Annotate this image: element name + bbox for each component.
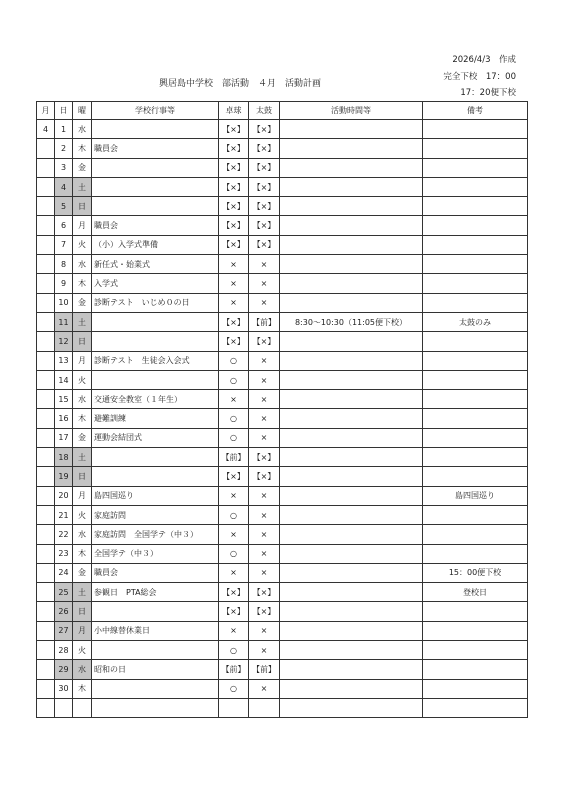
cell-weekday: 月 bbox=[73, 621, 92, 640]
cell-remarks bbox=[423, 660, 528, 679]
cell-school-event: 職員会 bbox=[92, 139, 219, 158]
cell-weekday: 火 bbox=[73, 370, 92, 389]
cell-day: 29 bbox=[55, 660, 73, 679]
cell-activity-time bbox=[280, 660, 423, 679]
cell-activity-time bbox=[280, 486, 423, 505]
cell-weekday: 土 bbox=[73, 312, 92, 331]
cell-table-tennis: × bbox=[219, 390, 249, 409]
cell-day: 27 bbox=[55, 621, 73, 640]
cell-weekday: 水 bbox=[73, 255, 92, 274]
cell-day: 8 bbox=[55, 255, 73, 274]
cell-weekday: 火 bbox=[73, 505, 92, 524]
cell-remarks bbox=[423, 293, 528, 312]
cell-activity-time bbox=[280, 139, 423, 158]
cell-activity-time bbox=[280, 351, 423, 370]
table-row bbox=[37, 274, 528, 293]
cell-month: 4 bbox=[37, 120, 55, 139]
cell-activity-time bbox=[280, 641, 423, 660]
cell-taiko: 【×】 bbox=[249, 216, 280, 235]
cell-table-tennis: × bbox=[219, 274, 249, 293]
cell-taiko: × bbox=[249, 390, 280, 409]
table-row bbox=[37, 505, 528, 524]
cell-remarks bbox=[423, 197, 528, 216]
table-row bbox=[37, 467, 528, 486]
cell-taiko: × bbox=[249, 370, 280, 389]
cell-remarks bbox=[423, 177, 528, 196]
cell-weekday: 日 bbox=[73, 197, 92, 216]
cell-weekday: 日 bbox=[73, 467, 92, 486]
col-header-day: 日 bbox=[55, 102, 73, 120]
cell-table-tennis: ○ bbox=[219, 641, 249, 660]
col-header-activity-time: 活動時間等 bbox=[280, 102, 423, 120]
cell-taiko: 【×】 bbox=[249, 120, 280, 139]
cell-school-event bbox=[92, 158, 219, 177]
table-row bbox=[37, 235, 528, 254]
cell-remarks bbox=[423, 428, 528, 447]
cell-remarks bbox=[423, 351, 528, 370]
cell-day: 21 bbox=[55, 505, 73, 524]
cell-remarks bbox=[423, 448, 528, 467]
cell-school-event: 家庭訪問 bbox=[92, 505, 219, 524]
cell-school-event: 運動会結団式 bbox=[92, 428, 219, 447]
cell-weekday: 土 bbox=[73, 448, 92, 467]
cell-day: 11 bbox=[55, 312, 73, 331]
cell-taiko: × bbox=[249, 409, 280, 428]
cell-remarks: 太鼓のみ bbox=[423, 312, 528, 331]
cell-day: 25 bbox=[55, 583, 73, 602]
col-header-taiko: 太鼓 bbox=[249, 102, 280, 120]
cell-month bbox=[37, 448, 55, 467]
col-header-school-events: 学校行事等 bbox=[92, 102, 219, 120]
cell-taiko: 【×】 bbox=[249, 197, 280, 216]
cell-taiko: × bbox=[249, 486, 280, 505]
cell-school-event: 新任式・始業式 bbox=[92, 255, 219, 274]
cell-day: 15 bbox=[55, 390, 73, 409]
cell-weekday: 月 bbox=[73, 351, 92, 370]
cell-table-tennis: 【前】 bbox=[219, 660, 249, 679]
cell-weekday: 木 bbox=[73, 274, 92, 293]
cell-taiko: 【×】 bbox=[249, 158, 280, 177]
page-title: 興居島中学校 部活動 ４月 活動計画 bbox=[158, 79, 321, 89]
cell-table-tennis: 【×】 bbox=[219, 312, 249, 331]
cell-activity-time bbox=[280, 274, 423, 293]
cell-school-event: 診断テスト 生徒会入会式 bbox=[92, 351, 219, 370]
cell-table-tennis: × bbox=[219, 563, 249, 582]
cell-month bbox=[37, 177, 55, 196]
cell-table-tennis: 【×】 bbox=[219, 197, 249, 216]
cell-remarks bbox=[423, 467, 528, 486]
cell-month bbox=[37, 312, 55, 331]
cell-taiko: 【×】 bbox=[249, 177, 280, 196]
schedule-rows bbox=[37, 120, 528, 718]
cell-taiko: × bbox=[249, 679, 280, 698]
bus-dismissal-time: 17：20便下校 bbox=[460, 88, 516, 98]
cell-school-event: 職員会 bbox=[92, 563, 219, 582]
cell-table-tennis: ○ bbox=[219, 351, 249, 370]
table-row bbox=[37, 409, 528, 428]
cell-month bbox=[37, 293, 55, 312]
cell-weekday: 金 bbox=[73, 563, 92, 582]
cell-weekday: 土 bbox=[73, 583, 92, 602]
cell-activity-time bbox=[280, 602, 423, 621]
cell-weekday: 水 bbox=[73, 660, 92, 679]
cell-day: 2 bbox=[55, 139, 73, 158]
cell-day: 19 bbox=[55, 467, 73, 486]
cell-remarks bbox=[423, 621, 528, 640]
table-row bbox=[37, 312, 528, 331]
cell-taiko: 【×】 bbox=[249, 235, 280, 254]
table-row bbox=[37, 293, 528, 312]
table-row bbox=[37, 621, 528, 640]
cell-taiko: × bbox=[249, 505, 280, 524]
cell-month bbox=[37, 544, 55, 563]
cell-month bbox=[37, 332, 55, 351]
table-row bbox=[37, 583, 528, 602]
cell-taiko: 【×】 bbox=[249, 332, 280, 351]
cell-table-tennis: 【×】 bbox=[219, 583, 249, 602]
cell-day: 30 bbox=[55, 679, 73, 698]
cell-activity-time bbox=[280, 197, 423, 216]
cell-month bbox=[37, 370, 55, 389]
cell-activity-time bbox=[280, 563, 423, 582]
cell-table-tennis: × bbox=[219, 255, 249, 274]
cell-school-event bbox=[92, 197, 219, 216]
cell-month bbox=[37, 409, 55, 428]
cell-activity-time bbox=[280, 370, 423, 389]
cell-remarks bbox=[423, 274, 528, 293]
cell-remarks bbox=[423, 409, 528, 428]
table-row bbox=[37, 602, 528, 621]
cell-weekday: 火 bbox=[73, 641, 92, 660]
cell-activity-time bbox=[280, 158, 423, 177]
cell-school-event: 交通安全教室（１年生） bbox=[92, 390, 219, 409]
cell-school-event: 参観日 PTA総会 bbox=[92, 583, 219, 602]
cell-month bbox=[37, 621, 55, 640]
cell-month bbox=[37, 679, 55, 698]
schedule-table bbox=[36, 101, 528, 718]
cell-month bbox=[37, 563, 55, 582]
table-row bbox=[37, 332, 528, 351]
cell-remarks bbox=[423, 641, 528, 660]
cell-school-event: 入学式 bbox=[92, 274, 219, 293]
table-row bbox=[37, 641, 528, 660]
cell-school-event bbox=[92, 602, 219, 621]
cell-day: 16 bbox=[55, 409, 73, 428]
cell-table-tennis: 【×】 bbox=[219, 602, 249, 621]
table-row bbox=[37, 679, 528, 698]
cell-weekday: 月 bbox=[73, 486, 92, 505]
cell-month bbox=[37, 583, 55, 602]
cell-day: 20 bbox=[55, 486, 73, 505]
cell-taiko: 【前】 bbox=[249, 660, 280, 679]
cell-day: 4 bbox=[55, 177, 73, 196]
cell-taiko: × bbox=[249, 293, 280, 312]
cell-weekday: 金 bbox=[73, 293, 92, 312]
cell-weekday: 土 bbox=[73, 177, 92, 196]
cell-table-tennis: × bbox=[219, 293, 249, 312]
table-row bbox=[37, 370, 528, 389]
cell-taiko: 【×】 bbox=[249, 139, 280, 158]
cell-month bbox=[37, 698, 55, 717]
cell-weekday bbox=[73, 698, 92, 717]
cell-month bbox=[37, 486, 55, 505]
cell-taiko: × bbox=[249, 641, 280, 660]
cell-month bbox=[37, 641, 55, 660]
cell-activity-time bbox=[280, 505, 423, 524]
cell-day: 24 bbox=[55, 563, 73, 582]
created-date: 2026/4/3 作成 bbox=[452, 55, 516, 65]
cell-activity-time bbox=[280, 216, 423, 235]
cell-weekday: 日 bbox=[73, 332, 92, 351]
cell-taiko: × bbox=[249, 255, 280, 274]
cell-school-event: 避難訓練 bbox=[92, 409, 219, 428]
cell-activity-time bbox=[280, 583, 423, 602]
cell-weekday: 金 bbox=[73, 428, 92, 447]
cell-remarks bbox=[423, 120, 528, 139]
cell-taiko: 【×】 bbox=[249, 583, 280, 602]
cell-month bbox=[37, 660, 55, 679]
cell-school-event bbox=[92, 448, 219, 467]
cell-month bbox=[37, 505, 55, 524]
cell-activity-time bbox=[280, 428, 423, 447]
cell-table-tennis: × bbox=[219, 621, 249, 640]
cell-table-tennis: ○ bbox=[219, 505, 249, 524]
cell-school-event: 職員会 bbox=[92, 216, 219, 235]
cell-day: 28 bbox=[55, 641, 73, 660]
cell-school-event bbox=[92, 120, 219, 139]
cell-day: 5 bbox=[55, 197, 73, 216]
cell-weekday: 木 bbox=[73, 139, 92, 158]
cell-taiko: × bbox=[249, 351, 280, 370]
cell-day: 9 bbox=[55, 274, 73, 293]
cell-remarks bbox=[423, 139, 528, 158]
cell-school-event bbox=[92, 679, 219, 698]
cell-remarks bbox=[423, 698, 528, 717]
cell-activity-time bbox=[280, 544, 423, 563]
cell-school-event bbox=[92, 698, 219, 717]
cell-activity-time bbox=[280, 255, 423, 274]
cell-weekday: 月 bbox=[73, 216, 92, 235]
cell-remarks: 15：00便下校 bbox=[423, 563, 528, 582]
cell-school-event bbox=[92, 332, 219, 351]
cell-day: 18 bbox=[55, 448, 73, 467]
cell-day bbox=[55, 698, 73, 717]
cell-table-tennis: ○ bbox=[219, 370, 249, 389]
table-row bbox=[37, 120, 528, 139]
cell-month bbox=[37, 351, 55, 370]
cell-month bbox=[37, 467, 55, 486]
cell-table-tennis: ○ bbox=[219, 409, 249, 428]
cell-remarks bbox=[423, 255, 528, 274]
cell-taiko: × bbox=[249, 428, 280, 447]
cell-activity-time bbox=[280, 177, 423, 196]
cell-table-tennis: 【×】 bbox=[219, 235, 249, 254]
cell-weekday: 木 bbox=[73, 409, 92, 428]
cell-weekday: 日 bbox=[73, 602, 92, 621]
cell-activity-time bbox=[280, 120, 423, 139]
cell-day: 1 bbox=[55, 120, 73, 139]
cell-month bbox=[37, 216, 55, 235]
dismissal-time: 完全下校 17：00 bbox=[443, 72, 516, 82]
cell-activity-time bbox=[280, 448, 423, 467]
cell-table-tennis: × bbox=[219, 525, 249, 544]
cell-taiko bbox=[249, 698, 280, 717]
cell-table-tennis: ○ bbox=[219, 544, 249, 563]
cell-remarks bbox=[423, 158, 528, 177]
cell-table-tennis: ○ bbox=[219, 679, 249, 698]
cell-taiko: 【前】 bbox=[249, 312, 280, 331]
cell-school-event bbox=[92, 467, 219, 486]
table-header-row bbox=[37, 102, 528, 120]
cell-school-event: 家庭訪問 全国学テ（中３） bbox=[92, 525, 219, 544]
cell-weekday: 水 bbox=[73, 525, 92, 544]
cell-table-tennis: × bbox=[219, 486, 249, 505]
cell-weekday: 水 bbox=[73, 120, 92, 139]
cell-remarks: 登校日 bbox=[423, 583, 528, 602]
cell-day: 22 bbox=[55, 525, 73, 544]
cell-taiko: × bbox=[249, 563, 280, 582]
cell-table-tennis bbox=[219, 698, 249, 717]
cell-activity-time bbox=[280, 467, 423, 486]
cell-remarks bbox=[423, 525, 528, 544]
cell-table-tennis: 【前】 bbox=[219, 448, 249, 467]
cell-month bbox=[37, 274, 55, 293]
cell-day: 10 bbox=[55, 293, 73, 312]
cell-taiko: × bbox=[249, 544, 280, 563]
cell-activity-time bbox=[280, 409, 423, 428]
cell-remarks bbox=[423, 332, 528, 351]
cell-table-tennis: 【×】 bbox=[219, 177, 249, 196]
table-row bbox=[37, 158, 528, 177]
cell-taiko: × bbox=[249, 621, 280, 640]
cell-activity-time bbox=[280, 235, 423, 254]
cell-day: 17 bbox=[55, 428, 73, 447]
cell-school-event bbox=[92, 370, 219, 389]
cell-weekday: 木 bbox=[73, 544, 92, 563]
cell-month bbox=[37, 139, 55, 158]
cell-weekday: 金 bbox=[73, 158, 92, 177]
cell-day: 12 bbox=[55, 332, 73, 351]
table-row bbox=[37, 139, 528, 158]
cell-activity-time bbox=[280, 698, 423, 717]
cell-school-event: 島四国巡り bbox=[92, 486, 219, 505]
cell-school-event: 診断テスト いじめ０の日 bbox=[92, 293, 219, 312]
cell-month bbox=[37, 235, 55, 254]
cell-activity-time bbox=[280, 293, 423, 312]
cell-school-event bbox=[92, 312, 219, 331]
cell-school-event: 全国学テ（中３） bbox=[92, 544, 219, 563]
cell-taiko: × bbox=[249, 525, 280, 544]
cell-remarks bbox=[423, 235, 528, 254]
col-header-month: 月 bbox=[37, 102, 55, 120]
cell-table-tennis: 【×】 bbox=[219, 139, 249, 158]
cell-month bbox=[37, 525, 55, 544]
cell-taiko: × bbox=[249, 274, 280, 293]
cell-day: 23 bbox=[55, 544, 73, 563]
cell-month bbox=[37, 428, 55, 447]
cell-day: 7 bbox=[55, 235, 73, 254]
table-row bbox=[37, 177, 528, 196]
cell-month bbox=[37, 197, 55, 216]
cell-table-tennis: 【×】 bbox=[219, 332, 249, 351]
cell-table-tennis: 【×】 bbox=[219, 216, 249, 235]
cell-day: 13 bbox=[55, 351, 73, 370]
cell-remarks bbox=[423, 390, 528, 409]
cell-weekday: 木 bbox=[73, 679, 92, 698]
cell-month bbox=[37, 602, 55, 621]
table-row bbox=[37, 255, 528, 274]
table-row bbox=[37, 390, 528, 409]
cell-taiko: 【×】 bbox=[249, 602, 280, 621]
table-row bbox=[37, 428, 528, 447]
cell-day: 3 bbox=[55, 158, 73, 177]
cell-month bbox=[37, 255, 55, 274]
cell-weekday: 水 bbox=[73, 390, 92, 409]
cell-remarks bbox=[423, 370, 528, 389]
table-row bbox=[37, 197, 528, 216]
cell-school-event: （小）入学式準備 bbox=[92, 235, 219, 254]
cell-day: 26 bbox=[55, 602, 73, 621]
cell-table-tennis: 【×】 bbox=[219, 158, 249, 177]
cell-remarks bbox=[423, 679, 528, 698]
cell-activity-time: 8:30～10:30（11:05便下校） bbox=[280, 312, 423, 331]
cell-activity-time bbox=[280, 525, 423, 544]
table-row bbox=[37, 698, 528, 717]
table-row bbox=[37, 351, 528, 370]
cell-table-tennis: 【×】 bbox=[219, 467, 249, 486]
cell-day: 14 bbox=[55, 370, 73, 389]
cell-weekday: 火 bbox=[73, 235, 92, 254]
cell-table-tennis: 【×】 bbox=[219, 120, 249, 139]
cell-month bbox=[37, 390, 55, 409]
table-row bbox=[37, 486, 528, 505]
cell-activity-time bbox=[280, 332, 423, 351]
cell-remarks: 島四国巡り bbox=[423, 486, 528, 505]
cell-taiko: 【×】 bbox=[249, 448, 280, 467]
table-row bbox=[37, 563, 528, 582]
cell-remarks bbox=[423, 544, 528, 563]
cell-month bbox=[37, 158, 55, 177]
table-row bbox=[37, 525, 528, 544]
cell-remarks bbox=[423, 602, 528, 621]
table-row bbox=[37, 216, 528, 235]
cell-taiko: 【×】 bbox=[249, 467, 280, 486]
cell-remarks bbox=[423, 505, 528, 524]
col-header-weekday: 曜 bbox=[73, 102, 92, 120]
cell-activity-time bbox=[280, 679, 423, 698]
cell-table-tennis: ○ bbox=[219, 428, 249, 447]
cell-remarks bbox=[423, 216, 528, 235]
cell-activity-time bbox=[280, 621, 423, 640]
table-row bbox=[37, 544, 528, 563]
table-row bbox=[37, 448, 528, 467]
col-header-remarks: 備考 bbox=[423, 102, 528, 120]
cell-school-event bbox=[92, 177, 219, 196]
col-header-table-tennis: 卓球 bbox=[219, 102, 249, 120]
cell-day: 6 bbox=[55, 216, 73, 235]
cell-activity-time bbox=[280, 390, 423, 409]
cell-school-event bbox=[92, 641, 219, 660]
cell-school-event: 昭和の日 bbox=[92, 660, 219, 679]
table-row bbox=[37, 660, 528, 679]
cell-school-event: 小中線替休業日 bbox=[92, 621, 219, 640]
